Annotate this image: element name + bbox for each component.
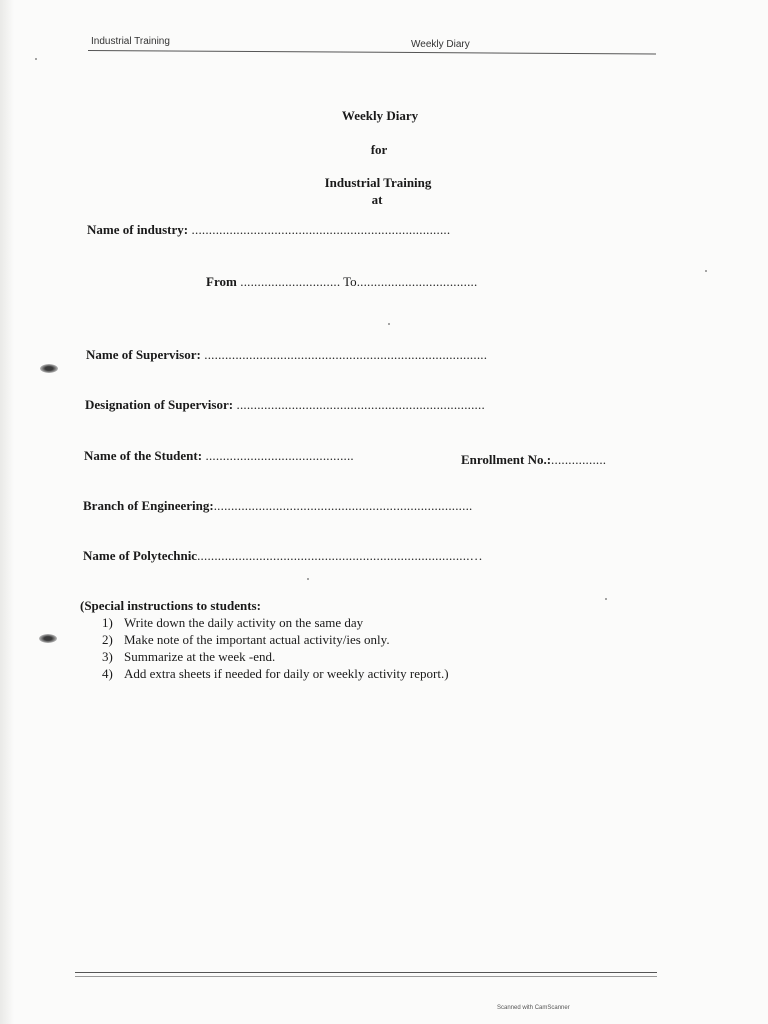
instruction-item [102,614,449,631]
supervisor-field [86,347,487,363]
scan-shadow [0,0,14,1024]
student-label: Name of the Student: [84,448,203,463]
punch-hole-upper [40,364,58,373]
title-industrial-training: Industrial Training [324,175,432,190]
designation-blank: ........................................................................ [233,397,485,412]
designation-field [85,397,485,413]
to-label: . To [336,274,357,289]
instruction-number: 1) [102,615,113,630]
enrollment-field [461,452,606,468]
title-weekly-diary: Weekly Diary [341,108,419,123]
footer-rule [75,972,657,973]
title-at: at [371,192,383,207]
polytechnic-blank: ...............................................................................… [197,548,483,563]
scan-speck [307,578,309,580]
instruction-text: Summarize at the week -end. [124,649,276,664]
branch-field [83,498,472,514]
footer-rule-secondary [75,976,657,977]
scan-speck [705,270,707,272]
instruction-text: Add extra sheets if needed for daily or weekly activity report.) [124,666,449,681]
industry-label: Name of industry: [87,222,189,237]
branch-blank: ........................................................................... [213,498,473,513]
scan-speck [605,598,607,600]
instruction-text: Make note of the important actual activity/ies only. [124,632,390,647]
branch-label: Branch of Engineering: [83,498,214,513]
industry-field [87,222,450,238]
student-blank: ........................................... [202,448,354,463]
enrollment-label: Enrollment No.: [461,452,552,467]
instructions-list [102,614,449,682]
instruction-number: 4) [102,666,113,681]
instruction-text: Write down the daily activity on the same day [124,615,364,630]
instruction-item [102,631,449,648]
header-rule [88,50,656,54]
instruction-number: 2) [102,632,113,647]
from-blank: ............................ [236,274,337,289]
from-label: From [206,274,237,289]
to-blank: ................................... [356,274,478,289]
instruction-number: 3) [102,649,113,664]
enrollment-blank: ................ [551,452,607,467]
title-for: for [370,142,388,157]
supervisor-blank: .................................................................................. [200,347,488,362]
header-right: Weekly Diary [411,39,470,50]
header-left: Industrial Training [91,36,170,47]
instructions-title: (Special instructions to students: [80,598,261,613]
polytechnic-field [83,548,483,564]
industry-blank: ........................................................................... [188,222,451,237]
instruction-item [102,665,449,682]
scan-speck [35,58,37,60]
student-field [84,448,354,464]
period-field [206,274,477,290]
supervisor-label: Name of Supervisor: [86,347,201,362]
polytechnic-label: Name of Polytechnic [83,548,198,563]
designation-label: Designation of Supervisor: [85,397,234,412]
scanner-watermark: Scanned with CamScanner [497,1005,570,1011]
punch-hole-lower [39,634,57,643]
instruction-item [102,648,449,665]
scan-speck [388,323,390,325]
